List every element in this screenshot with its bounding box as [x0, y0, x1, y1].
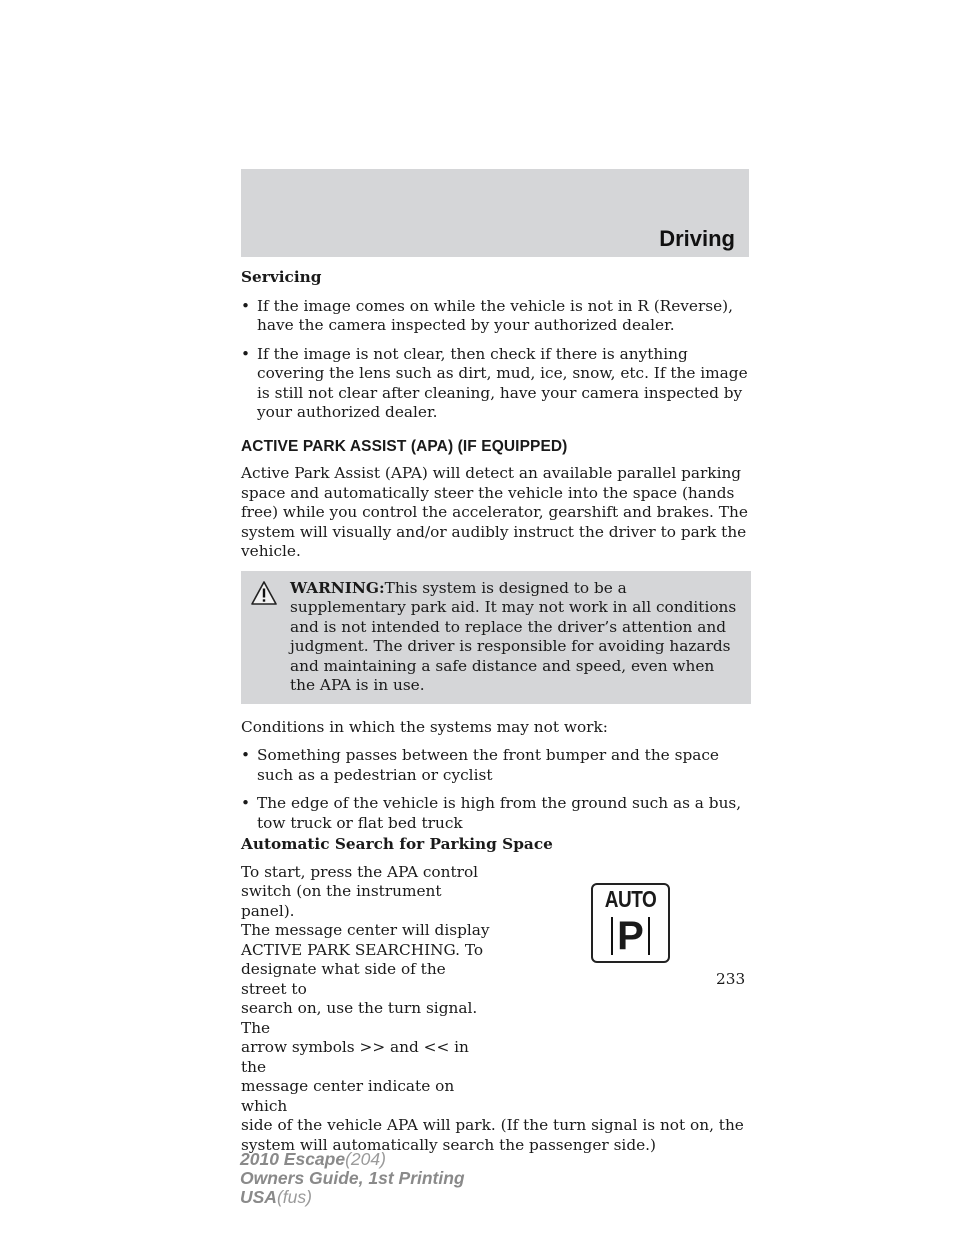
list-item-text: Something passes between the front bumper and the space such as a pedestrian or cyclist	[257, 746, 719, 784]
text-line: switch (on the instrument panel).	[241, 882, 442, 920]
footer-model: 2010 Escape	[240, 1149, 346, 1169]
apa-switch-icon	[591, 883, 670, 963]
footer-model-code: (204)	[345, 1149, 386, 1169]
list-item-text: The edge of the vehicle is high from the ground such as a bus, tow truck or flat bed truck	[257, 794, 742, 832]
list-item	[241, 746, 751, 785]
apa-section-heading: ACTIVE PARK ASSIST (APA) (IF EQUIPPED)	[241, 437, 568, 455]
servicing-heading: Servicing	[241, 268, 322, 286]
search-heading: Automatic Search for Parking Space	[241, 835, 553, 853]
list-item	[241, 794, 751, 833]
footer-line-guide	[240, 1169, 465, 1188]
text-line: To start, press the APA control	[241, 862, 479, 881]
chapter-header	[241, 169, 749, 257]
text-line: The message center will display	[241, 921, 490, 939]
page-number: 233	[716, 970, 746, 988]
warning-box	[241, 571, 751, 704]
search-block	[241, 863, 751, 1156]
warning-paragraph	[245, 579, 744, 696]
footer-region-code: (fus)	[276, 1187, 312, 1207]
bullet-icon: •	[241, 344, 251, 363]
warning-label: WARNING:	[290, 578, 385, 597]
bullet-icon: •	[241, 794, 251, 812]
search-text-column	[241, 863, 493, 1117]
apa-intro-paragraph: Active Park Assist (APA) will detect an available parallel parking space and automatically steer the vehicle into the space (hands free) while you control the accelerator, gearshift and brakes. The system will visually and/or audibly instruct the driver to park the vehicle.	[241, 464, 748, 560]
bullet-icon: •	[241, 296, 251, 315]
text-line: message center indicate on which	[241, 1077, 455, 1115]
text-line: arrow symbols >> and << in the	[241, 1038, 469, 1076]
text-line: search on, use the turn signal. The	[241, 999, 478, 1037]
chapter-title: Driving	[659, 226, 735, 251]
footer-region: USA	[240, 1187, 277, 1207]
footer-guide: Owners Guide, 1st Printing	[240, 1168, 465, 1188]
warning-text: This system is designed to be a supplementary park aid. It may not work in all conditions and is not intended to replace the driver’s attention and judgment. The driver is responsible for avoiding hazards and maintaining a safe distance and speed, even when the APA is in use.	[290, 578, 737, 694]
list-item-text: If the image comes on while the vehicle is not in R (Reverse), have the camera inspected by your authorized dealer.	[257, 296, 733, 334]
text-line: ACTIVE PARK SEARCHING. To	[241, 940, 484, 959]
bullet-icon: •	[241, 746, 251, 764]
apa-switch-label: AUTO	[604, 887, 657, 913]
switch-bar-right	[648, 917, 650, 955]
apa-switch-letter: P	[617, 913, 644, 958]
conditions-intro: Conditions in which the systems may not work:	[241, 717, 608, 736]
list-item-text: If the image is not clear, then check if there is anything covering the lens such as dirt, mud, ice, snow, etc. If the image is still not clear after cleaning, have your camera inspected by your authorized dealer.	[257, 344, 748, 421]
page-content	[241, 268, 751, 1155]
footer-line-model	[240, 1150, 465, 1169]
list-item	[241, 297, 751, 336]
search-text-rest: side of the vehicle APA will park. (If the turn signal is not on, the system will automatically search the passenger side.)	[241, 1116, 744, 1154]
document-footer	[240, 1150, 465, 1207]
warning-triangle-icon	[251, 581, 277, 605]
text-line: designate what side of the street to	[241, 960, 446, 998]
footer-line-region	[240, 1188, 465, 1207]
list-item	[241, 345, 751, 423]
